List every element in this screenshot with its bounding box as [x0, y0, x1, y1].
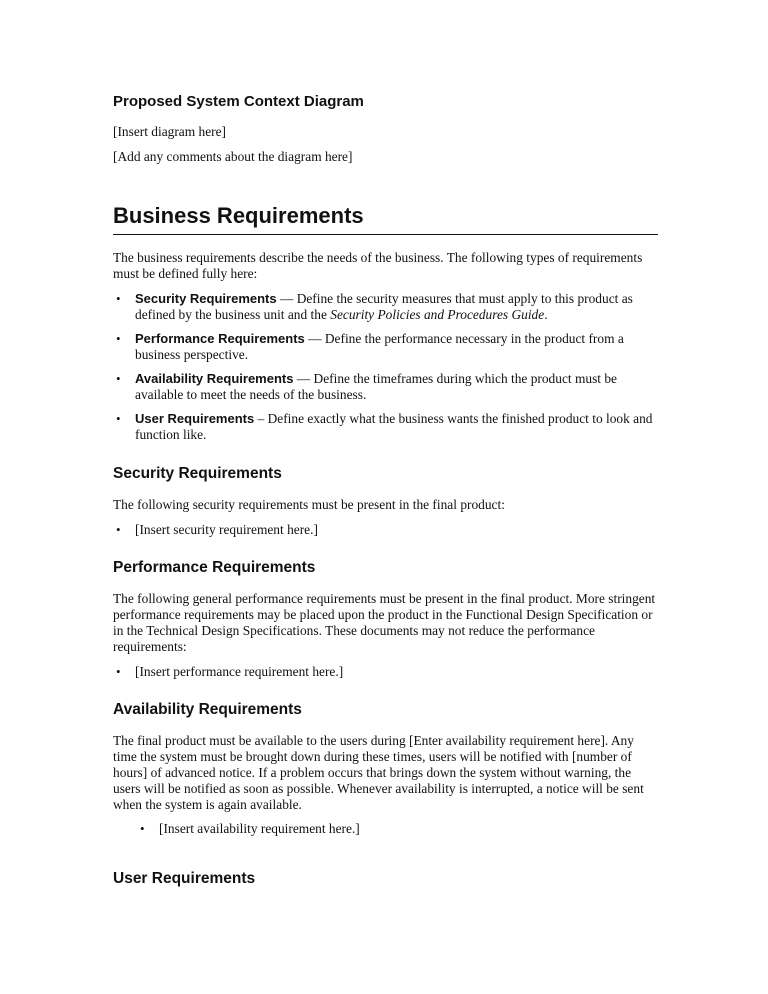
- list-item: [113, 664, 658, 680]
- bullet-icon: •: [116, 411, 121, 426]
- list-item-term: Availability Requirements: [135, 371, 294, 386]
- list-item: [113, 411, 658, 443]
- context-diagram-heading: Proposed System Context Diagram: [113, 93, 364, 110]
- availability-requirements-heading: Availability Requirements: [113, 701, 302, 718]
- list-item-text: — Define the timeframes during which the product must be available to meet the needs of the business.: [135, 371, 617, 402]
- list-item-text: — Define the security measures that must apply to this product as defined by the business unit and the: [135, 291, 633, 322]
- context-diagram-comment-placeholder: [Add any comments about the diagram here]: [113, 149, 353, 164]
- document-page: [113, 0, 658, 994]
- list-item: [113, 331, 658, 363]
- list-item-text-end: .: [544, 307, 548, 322]
- bullet-icon: •: [116, 664, 121, 679]
- list-item-term: Performance Requirements: [135, 331, 305, 346]
- list-item: [113, 291, 658, 323]
- list-item-text: [Insert security requirement here.]: [135, 522, 318, 537]
- list-item-term: Security Requirements: [135, 291, 277, 306]
- performance-requirements-heading: Performance Requirements: [113, 559, 316, 576]
- list-item-emphasis: Security Policies and Procedures Guide: [330, 307, 545, 322]
- list-item: [113, 371, 658, 403]
- business-requirements-list: [113, 291, 658, 443]
- bullet-icon: •: [116, 331, 121, 346]
- availability-requirements-intro: The final product must be available to the users during [Enter availability requirement here]. Any time the system must be brought down during these times, users will be notified with [number of hours] of advanced notice. If a problem occurs that brings down the system without warning, the users will be notified as soon as possible. Whenever availability is interrupted, a notice will be sent when the system is again available.: [113, 733, 644, 812]
- bullet-icon: •: [116, 371, 121, 386]
- list-item: [113, 522, 658, 538]
- bullet-icon: •: [116, 522, 121, 537]
- security-requirements-intro: The following security requirements must be present in the final product:: [113, 497, 505, 512]
- security-requirements-list: [113, 522, 658, 538]
- context-diagram-placeholder: [Insert diagram here]: [113, 124, 227, 139]
- list-item-text: – Define exactly what the business wants the finished product to look and function like.: [135, 411, 653, 442]
- list-item-term: User Requirements: [135, 411, 255, 426]
- business-requirements-heading: Business Requirements: [113, 203, 658, 235]
- bullet-icon: •: [140, 821, 145, 836]
- list-item-text: [Insert performance requirement here.]: [135, 664, 344, 679]
- security-requirements-heading: Security Requirements: [113, 465, 282, 482]
- list-item: [137, 821, 658, 837]
- business-requirements-intro: The business requirements describe the needs of the business. The following types of requirements must be defined fully here:: [113, 250, 643, 281]
- list-item-text: — Define the performance necessary in the product from a business perspective.: [135, 331, 624, 362]
- user-requirements-heading: User Requirements: [113, 870, 256, 887]
- availability-requirements-list: [137, 821, 658, 837]
- performance-requirements-list: [113, 664, 658, 680]
- list-item-text: [Insert availability requirement here.]: [159, 821, 360, 836]
- performance-requirements-intro: The following general performance requirements must be present in the final product. More stringent performance requirements may be placed upon the product in the Functional Design Specification or in the Technical Design Specifications. These documents may not reduce the performance requirements:: [113, 591, 656, 654]
- bullet-icon: •: [116, 291, 121, 306]
